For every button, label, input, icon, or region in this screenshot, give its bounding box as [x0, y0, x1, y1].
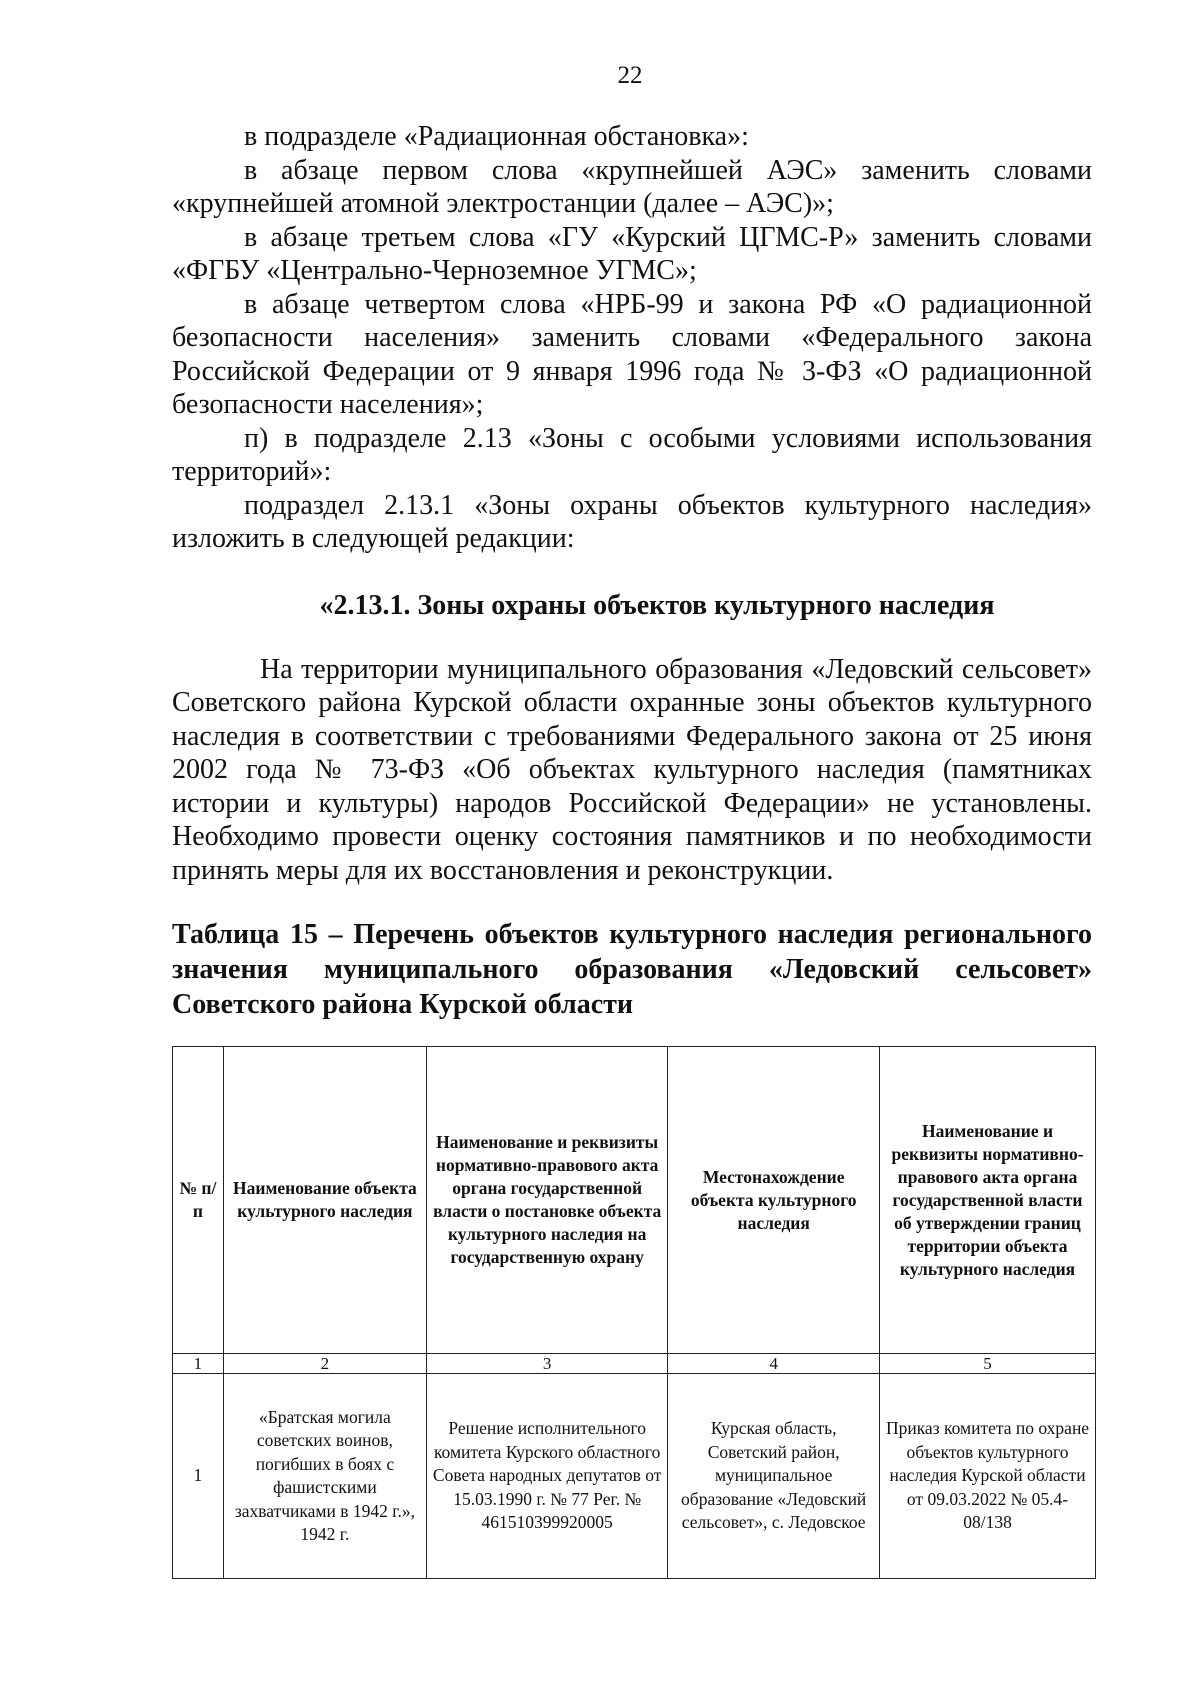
column-number: 5	[880, 1354, 1096, 1374]
column-number: 1	[173, 1354, 224, 1374]
paragraph: п) в подразделе 2.13 «Зоны с особыми условиями использования территорий»:	[172, 422, 1092, 487]
paragraph: подраздел 2.13.1 «Зоны охраны объектов культурного наследия» изложить в следующей редакции:	[172, 489, 1092, 554]
column-number-row	[173, 1354, 1096, 1374]
table-header-row	[173, 1047, 1096, 1354]
table-header-cell: Наименование и реквизиты нормативно-правового акта органа государственной власти об утверждении границ территории объекта культурного наследия	[880, 1047, 1096, 1354]
table-cell: «Братская могила советских воинов, погибших в боях с фашистскими захватчиками в 1942 г.», 1942 г.	[223, 1374, 426, 1579]
section-paragraph: На территории муниципального образования «Ледовский сельсовет» Советского района Курской области охранные зоны объектов культурного наследия в соответствии с требованиями Федерального закона от 25 июня 2002 года № 73-ФЗ «Об объектах культурного наследия (памятниках истории и культуры) народов Российской Федерации» не установлены. Необходимо провести оценку состояния памятников и по необходимости принять меры для их восстановления и реконструкции.	[172, 653, 1092, 886]
table-header-cell: Наименование объекта культурного наследия	[223, 1047, 426, 1354]
table-caption: Таблица 15 – Перечень объектов культурного наследия регионального значения муниципального образования «Ледовский сельсовет» Советского района Курской области	[172, 919, 1092, 1020]
table-header-cell: Наименование и реквизиты нормативно-правового акта органа государственной власти о постановке объекта культурного наследия на государственную охрану	[427, 1047, 668, 1354]
table-cell: 1	[173, 1374, 224, 1579]
paragraph: в абзаце третьем слова «ГУ «Курский ЦГМС-Р» заменить словами «ФГБУ «Центрально-Черноземное УГМС»;	[172, 221, 1092, 286]
section-heading: «2.13.1. Зоны охраны объектов культурного наследия	[319, 589, 995, 621]
paragraph: в абзаце первом слова «крупнейшей АЭС» заменить словами «крупнейшей атомной электростанции (далее – АЭС)»;	[172, 154, 1092, 219]
paragraph: в абзаце четвертом слова «НРБ-99 и закона РФ «О радиационной безопасности населения» заменить словами «Федерального закона Российской Федерации от 9 января 1996 года № 3-ФЗ «О радиационной безопасности населения»;	[172, 288, 1092, 420]
heritage-table	[172, 1046, 1096, 1579]
table-cell: Решение исполнительного комитета Курского областного Совета народных депутатов от 15.03.1990 г. № 77 Рег. № 461510399920005	[427, 1374, 668, 1579]
column-number: 4	[668, 1354, 880, 1374]
table-header-cell: Местонахождение объекта культурного наследия	[668, 1047, 880, 1354]
table-row	[173, 1374, 1096, 1579]
table-cell: Курская область, Советский район, муниципальное образование «Ледовский сельсовет», с. Ледовское	[668, 1374, 880, 1579]
document-body	[172, 120, 1092, 1022]
table-cell: Приказ комитета по охране объектов культурного наследия Курской области от 09.03.2022 № 05.4-08/138	[880, 1374, 1096, 1579]
column-number: 2	[223, 1354, 426, 1374]
page-number: 22	[617, 62, 643, 89]
column-number: 3	[427, 1354, 668, 1374]
table-header-cell: № п/п	[173, 1047, 224, 1354]
paragraph: в подразделе «Радиационная обстановка»:	[244, 121, 749, 152]
